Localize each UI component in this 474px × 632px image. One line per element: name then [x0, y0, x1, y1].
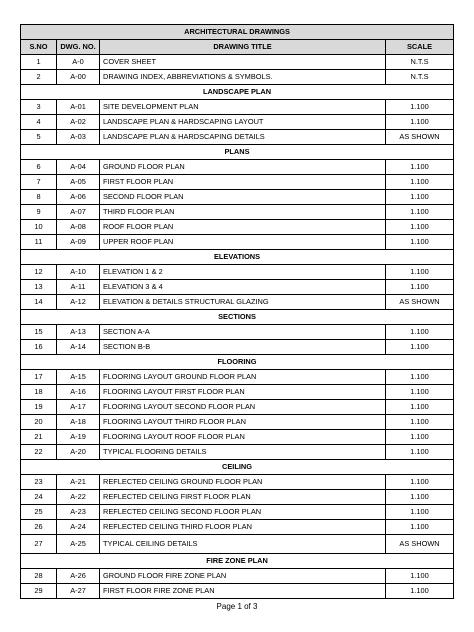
table-row — [21, 205, 454, 220]
table-row — [21, 295, 454, 310]
cell-serial-number: 9 — [21, 205, 57, 220]
table-row — [21, 490, 454, 505]
cell-serial-number: 28 — [21, 569, 57, 584]
cell-serial-number: 2 — [21, 70, 57, 85]
cell-drawing-number: A-23 — [57, 505, 100, 520]
cell-scale: 1.100 — [386, 505, 454, 520]
cell-drawing-number: A-16 — [57, 385, 100, 400]
cell-serial-number: 5 — [21, 130, 57, 145]
cell-serial-number: 25 — [21, 505, 57, 520]
drawing-index-table — [20, 24, 454, 599]
cell-serial-number: 7 — [21, 175, 57, 190]
cell-scale: 1.100 — [386, 265, 454, 280]
cell-drawing-number: A-02 — [57, 115, 100, 130]
cell-scale: 1.100 — [386, 340, 454, 355]
section-header-row — [21, 554, 454, 569]
cell-drawing-number: A-27 — [57, 584, 100, 599]
table-body — [21, 55, 454, 599]
cell-scale: 1.100 — [386, 520, 454, 535]
cell-scale: 1.100 — [386, 280, 454, 295]
cell-scale: 1.100 — [386, 370, 454, 385]
cell-scale: 1.100 — [386, 415, 454, 430]
cell-scale: 1.100 — [386, 445, 454, 460]
table-row — [21, 569, 454, 584]
column-header-drawing-title: DRAWING TITLE — [100, 40, 386, 55]
cell-drawing-number: A-13 — [57, 325, 100, 340]
cell-drawing-number: A-21 — [57, 475, 100, 490]
table-row — [21, 430, 454, 445]
section-header-row — [21, 250, 454, 265]
table-row — [21, 385, 454, 400]
cell-scale: 1.100 — [386, 205, 454, 220]
cell-serial-number: 13 — [21, 280, 57, 295]
table-row — [21, 265, 454, 280]
cell-scale: N.T.S — [386, 70, 454, 85]
cell-serial-number: 17 — [21, 370, 57, 385]
cell-drawing-title: REFLECTED CEILING FIRST FLOOR PLAN — [100, 490, 386, 505]
table-row — [21, 175, 454, 190]
cell-drawing-title: FLOORING LAYOUT SECOND FLOOR PLAN — [100, 400, 386, 415]
table-row — [21, 400, 454, 415]
table-row — [21, 115, 454, 130]
cell-drawing-number: A-07 — [57, 205, 100, 220]
cell-drawing-title: UPPER ROOF PLAN — [100, 235, 386, 250]
cell-drawing-number: A-0 — [57, 55, 100, 70]
cell-drawing-title: SECTION B-B — [100, 340, 386, 355]
cell-drawing-number: A-08 — [57, 220, 100, 235]
cell-drawing-title: ELEVATION 3 & 4 — [100, 280, 386, 295]
section-header-label: SECTIONS — [21, 310, 454, 325]
cell-scale: AS SHOWN — [386, 130, 454, 145]
cell-scale: 1.100 — [386, 569, 454, 584]
cell-scale: 1.100 — [386, 430, 454, 445]
cell-drawing-title: FLOORING LAYOUT FIRST FLOOR PLAN — [100, 385, 386, 400]
cell-drawing-title: TYPICAL CEILING DETAILS — [100, 535, 386, 554]
cell-serial-number: 16 — [21, 340, 57, 355]
cell-scale: N.T.S — [386, 55, 454, 70]
document-title: ARCHITECTURAL DRAWINGS — [21, 25, 454, 40]
cell-drawing-title: REFLECTED CEILING THIRD FLOOR PLAN — [100, 520, 386, 535]
cell-drawing-title: REFLECTED CEILING SECOND FLOOR PLAN — [100, 505, 386, 520]
table-row — [21, 325, 454, 340]
cell-drawing-title: FIRST FLOOR PLAN — [100, 175, 386, 190]
cell-drawing-title: FLOORING LAYOUT GROUND FLOOR PLAN — [100, 370, 386, 385]
table-row — [21, 584, 454, 599]
cell-scale: 1.100 — [386, 115, 454, 130]
table-row — [21, 235, 454, 250]
cell-scale: 1.100 — [386, 220, 454, 235]
table-row — [21, 370, 454, 385]
cell-drawing-number: A-03 — [57, 130, 100, 145]
table-row — [21, 160, 454, 175]
cell-drawing-number: A-25 — [57, 535, 100, 554]
cell-drawing-number: A-15 — [57, 370, 100, 385]
cell-serial-number: 23 — [21, 475, 57, 490]
table-row — [21, 280, 454, 295]
cell-serial-number: 21 — [21, 430, 57, 445]
table-row — [21, 55, 454, 70]
cell-serial-number: 3 — [21, 100, 57, 115]
section-header-row — [21, 460, 454, 475]
section-header-label: FIRE ZONE PLAN — [21, 554, 454, 569]
table-row — [21, 100, 454, 115]
cell-drawing-number: A-26 — [57, 569, 100, 584]
section-header-label: PLANS — [21, 145, 454, 160]
page-number: Page 1 of 3 — [216, 602, 258, 611]
table-row — [21, 415, 454, 430]
section-header-label: FLOORING — [21, 355, 454, 370]
section-header-label: ELEVATIONS — [21, 250, 454, 265]
cell-scale: 1.100 — [386, 385, 454, 400]
table-row — [21, 475, 454, 490]
cell-drawing-title: SITE DEVELOPMENT PLAN — [100, 100, 386, 115]
cell-serial-number: 1 — [21, 55, 57, 70]
cell-scale: 1.100 — [386, 490, 454, 505]
cell-drawing-title: SECOND FLOOR PLAN — [100, 190, 386, 205]
cell-drawing-title: REFLECTED CEILING GROUND FLOOR PLAN — [100, 475, 386, 490]
table-row — [21, 220, 454, 235]
cell-drawing-title: ELEVATION 1 & 2 — [100, 265, 386, 280]
section-header-label: CEILING — [21, 460, 454, 475]
cell-drawing-number: A-10 — [57, 265, 100, 280]
cell-drawing-title: FLOORING LAYOUT ROOF FLOOR PLAN — [100, 430, 386, 445]
table-title-row — [21, 25, 454, 40]
cell-drawing-number: A-01 — [57, 100, 100, 115]
table-row — [21, 445, 454, 460]
table-row — [21, 505, 454, 520]
cell-serial-number: 27 — [21, 535, 57, 554]
cell-drawing-title: DRAWING INDEX, ABBREVIATIONS & SYMBOLS. — [100, 70, 386, 85]
cell-serial-number: 11 — [21, 235, 57, 250]
cell-drawing-title: FLOORING LAYOUT THIRD FLOOR PLAN — [100, 415, 386, 430]
cell-scale: 1.100 — [386, 584, 454, 599]
cell-scale: AS SHOWN — [386, 295, 454, 310]
cell-drawing-number: A-19 — [57, 430, 100, 445]
cell-drawing-title: GROUND FLOOR FIRE ZONE PLAN — [100, 569, 386, 584]
cell-scale: 1.100 — [386, 325, 454, 340]
cell-serial-number: 15 — [21, 325, 57, 340]
cell-drawing-number: A-14 — [57, 340, 100, 355]
section-header-row — [21, 355, 454, 370]
cell-scale: 1.100 — [386, 175, 454, 190]
cell-serial-number: 6 — [21, 160, 57, 175]
cell-scale: 1.100 — [386, 100, 454, 115]
section-header-row — [21, 310, 454, 325]
cell-drawing-number: A-24 — [57, 520, 100, 535]
section-header-row — [21, 145, 454, 160]
cell-serial-number: 26 — [21, 520, 57, 535]
cell-scale: 1.100 — [386, 190, 454, 205]
cell-serial-number: 22 — [21, 445, 57, 460]
cell-drawing-number: A-11 — [57, 280, 100, 295]
cell-drawing-number: A-06 — [57, 190, 100, 205]
table-row — [21, 70, 454, 85]
cell-drawing-title: FIRST FLOOR FIRE ZONE PLAN — [100, 584, 386, 599]
cell-serial-number: 10 — [21, 220, 57, 235]
cell-drawing-title: LANDSCAPE PLAN & HARDSCAPING LAYOUT — [100, 115, 386, 130]
cell-drawing-number: A-05 — [57, 175, 100, 190]
cell-scale: 1.100 — [386, 400, 454, 415]
section-header-row — [21, 85, 454, 100]
cell-scale: AS SHOWN — [386, 535, 454, 554]
cell-drawing-title: SECTION A-A — [100, 325, 386, 340]
cell-serial-number: 24 — [21, 490, 57, 505]
cell-drawing-title: GROUND FLOOR PLAN — [100, 160, 386, 175]
column-header-scale: SCALE — [386, 40, 454, 55]
cell-drawing-title: TYPICAL FLOORING DETAILS — [100, 445, 386, 460]
cell-drawing-title: ROOF FLOOR PLAN — [100, 220, 386, 235]
table-row — [21, 340, 454, 355]
table-row — [21, 535, 454, 554]
cell-serial-number: 4 — [21, 115, 57, 130]
cell-serial-number: 18 — [21, 385, 57, 400]
table-row — [21, 130, 454, 145]
cell-drawing-number: A-17 — [57, 400, 100, 415]
column-header-dwg-no: DWG. NO. — [57, 40, 100, 55]
cell-drawing-title: COVER SHEET — [100, 55, 386, 70]
column-header-sno: S.NO — [21, 40, 57, 55]
drawing-index-sheet — [20, 24, 453, 599]
cell-drawing-title: THIRD FLOOR PLAN — [100, 205, 386, 220]
cell-drawing-number: A-04 — [57, 160, 100, 175]
cell-serial-number: 12 — [21, 265, 57, 280]
cell-drawing-number: A-12 — [57, 295, 100, 310]
cell-drawing-number: A-18 — [57, 415, 100, 430]
table-row — [21, 520, 454, 535]
table-row — [21, 190, 454, 205]
cell-serial-number: 19 — [21, 400, 57, 415]
cell-drawing-number: A-22 — [57, 490, 100, 505]
cell-drawing-number: A-20 — [57, 445, 100, 460]
cell-serial-number: 29 — [21, 584, 57, 599]
cell-drawing-number: A-00 — [57, 70, 100, 85]
cell-scale: 1.100 — [386, 475, 454, 490]
cell-drawing-title: ELEVATION & DETAILS STRUCTURAL GLAZING — [100, 295, 386, 310]
cell-serial-number: 8 — [21, 190, 57, 205]
cell-scale: 1.100 — [386, 235, 454, 250]
table-header-row — [21, 40, 454, 55]
cell-serial-number: 20 — [21, 415, 57, 430]
cell-drawing-number: A-09 — [57, 235, 100, 250]
cell-serial-number: 14 — [21, 295, 57, 310]
cell-drawing-title: LANDSCAPE PLAN & HARDSCAPING DETAILS — [100, 130, 386, 145]
section-header-label: LANDSCAPE PLAN — [21, 85, 454, 100]
cell-scale: 1.100 — [386, 160, 454, 175]
